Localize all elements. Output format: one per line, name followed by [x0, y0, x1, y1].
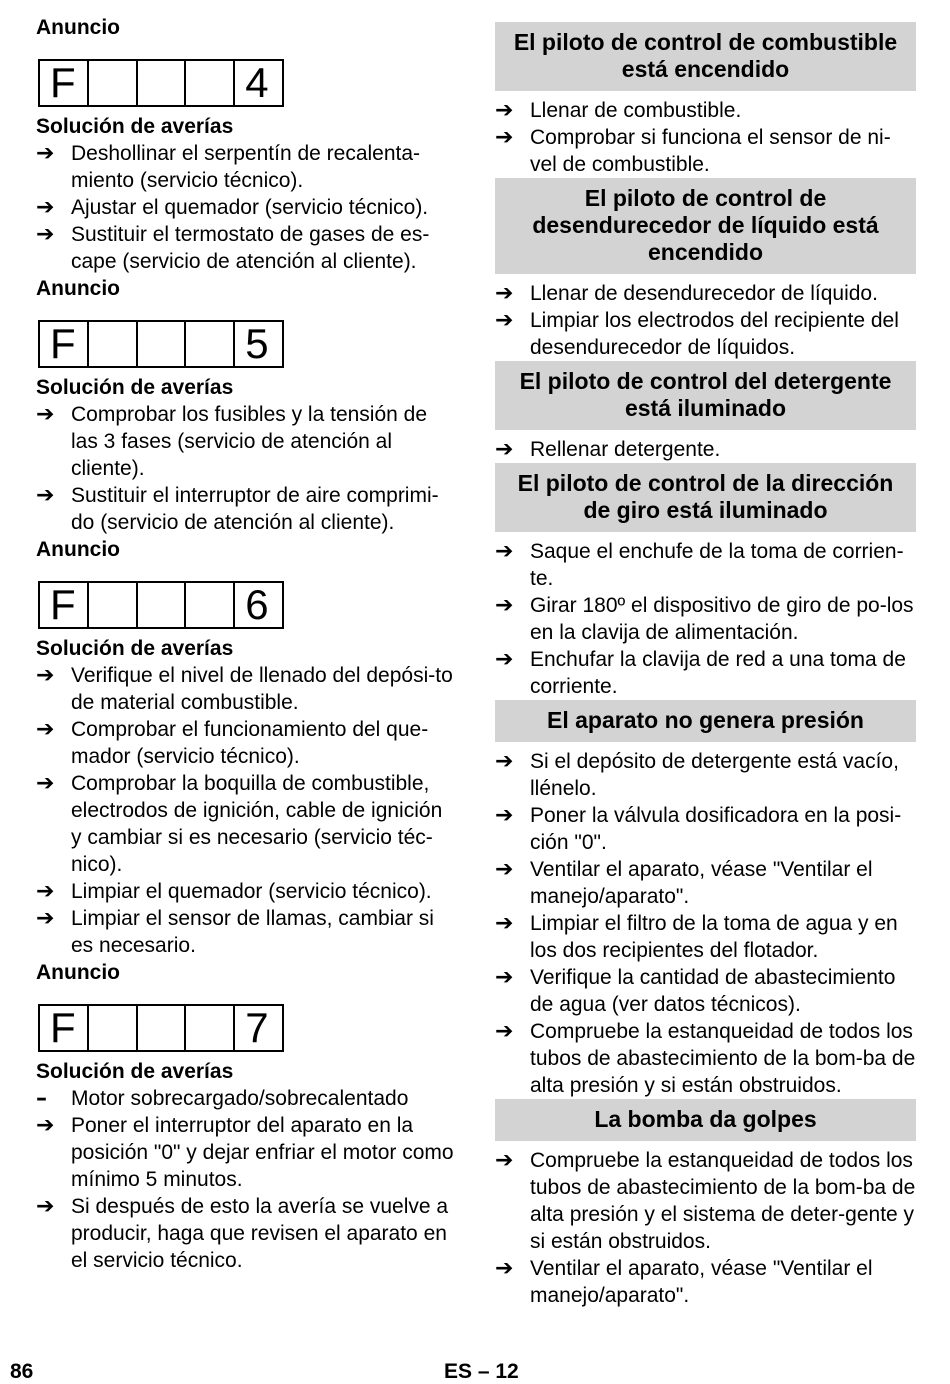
arrow-icon: ➔ [36, 717, 55, 742]
step-text: Comprobar si funciona el sensor de ni-vel de combustible. [530, 126, 891, 176]
step-text: Poner la válvula dosificadora en la posi-ción "0". [530, 804, 902, 854]
arrow-icon: ➔ [495, 647, 514, 672]
arrow-icon: ➔ [36, 402, 55, 427]
issue-section [495, 361, 916, 463]
step-text: Sustituir el termostato de gases de es-cape (servicio de atención al cliente). [71, 223, 430, 273]
list-item [36, 662, 456, 716]
solution-label: Solución de averías [36, 115, 234, 138]
step-text: Comprobar la boquilla de combustible, electrodos de ignición, cable de ignición y cambiar si es necesario (servicio téc-nico). [71, 772, 443, 876]
step-text: Enchufar la clavija de red a una toma de corriente. [530, 648, 906, 698]
step-text: Ajustar el quemador (servicio técnico). [71, 196, 429, 219]
solution-label: Solución de averías [36, 637, 234, 660]
list-item [36, 194, 456, 221]
step-text: Rellenar detergente. [530, 438, 721, 461]
fault-section [36, 536, 456, 959]
arrow-icon: ➔ [36, 1113, 55, 1138]
list-item [495, 964, 916, 1018]
step-text: Llenar de desendurecedor de líquido. [530, 282, 878, 305]
list-item [495, 1147, 916, 1255]
arrow-icon: ➔ [495, 437, 514, 462]
arrow-icon: ➔ [495, 1148, 514, 1173]
solution-label: Solución de averías [36, 376, 234, 399]
code-cell [89, 1006, 138, 1050]
code-cell [186, 583, 235, 627]
list-item [495, 280, 916, 307]
step-text: Ventilar el aparato, véase "Ventilar el manejo/aparato". [530, 858, 873, 908]
code-cell: 7 [245, 1004, 269, 1051]
fault-code-display [38, 59, 284, 107]
step-text: Poner el interruptor del aparato en la posición "0" y dejar enfriar el motor como mínimo 5 minutos. [71, 1114, 454, 1191]
step-text: Compruebe la estanqueidad de todos los tubos de abastecimiento de la bom-ba de alta presión y si están obstruidos. [530, 1020, 916, 1097]
step-text: Si después de esto la avería se vuelve a producir, haga que revisen el aparato en el servicio técnico. [71, 1195, 449, 1272]
code-cell [89, 322, 138, 366]
step-list [36, 401, 456, 536]
list-item [36, 1085, 456, 1112]
page-number: 86 [10, 1360, 34, 1383]
language-page-indicator: ES – 12 [444, 1360, 519, 1383]
arrow-icon: ➔ [36, 879, 55, 904]
step-text: Comprobar los fusibles y la tensión de las 3 fases (servicio de atención al cliente). [71, 403, 428, 480]
list-item [36, 482, 456, 536]
section-heading: La bomba da golpes [495, 1099, 916, 1141]
display-label: Anuncio [36, 961, 120, 984]
code-cell: 4 [245, 59, 269, 106]
arrow-icon: ➔ [495, 965, 514, 990]
step-list [495, 280, 916, 361]
list-item [36, 1193, 456, 1274]
arrow-icon: ➔ [495, 749, 514, 774]
list-item [36, 401, 456, 482]
arrow-icon: ➔ [36, 906, 55, 931]
arrow-icon: ➔ [495, 857, 514, 882]
arrow-icon: ➔ [495, 803, 514, 828]
code-cell: F [40, 61, 89, 105]
arrow-icon: ➔ [36, 141, 55, 166]
code-cell: 6 [245, 581, 269, 628]
step-text: Limpiar los electrodos del recipiente del desendurecedor de líquidos. [530, 309, 899, 359]
code-cell [89, 583, 138, 627]
fault-code-display [38, 581, 284, 629]
arrow-icon: ➔ [495, 539, 514, 564]
step-text: Si el depósito de detergente está vacío, llénelo. [530, 750, 899, 800]
right-column [495, 22, 916, 1309]
issue-section [495, 22, 916, 178]
code-cell: F [40, 583, 89, 627]
fault-section [36, 275, 456, 536]
step-list [36, 140, 456, 275]
step-text: Verifique el nivel de llenado del depósi-to de material combustible. [71, 664, 453, 714]
step-text: Llenar de combustible. [530, 99, 742, 122]
code-cell: F [40, 322, 89, 366]
display-label: Anuncio [36, 538, 120, 561]
issue-section [495, 700, 916, 1099]
step-text: Limpiar el filtro de la toma de agua y en los dos recipientes del flotador. [530, 912, 898, 962]
section-heading: El piloto de control de combustible está encendido [495, 22, 916, 91]
step-list [495, 1147, 916, 1309]
step-list [36, 1085, 456, 1274]
arrow-icon: ➔ [495, 1019, 514, 1044]
section-heading: El piloto de control de desendurecedor de líquido está encendido [495, 178, 916, 274]
section-heading: El piloto de control del detergente está iluminado [495, 361, 916, 430]
display-label: Anuncio [36, 16, 120, 39]
step-list [495, 436, 916, 463]
list-item [36, 770, 456, 878]
list-item [36, 221, 456, 275]
fault-section [36, 14, 456, 275]
list-item [36, 905, 456, 959]
step-list [36, 662, 456, 959]
code-cell: F [40, 1006, 89, 1050]
list-item [495, 307, 916, 361]
step-list [495, 97, 916, 178]
step-text: Sustituir el interruptor de aire comprimi-do (servicio de atención al cliente). [71, 484, 439, 534]
step-text: Saque el enchufe de la toma de corrien-te. [530, 540, 904, 590]
step-text: Motor sobrecargado/sobrecalentado [71, 1087, 409, 1110]
code-cell [186, 322, 235, 366]
list-item [495, 124, 916, 178]
arrow-icon: ➔ [36, 663, 55, 688]
arrow-icon: ➔ [36, 222, 55, 247]
solution-label: Solución de averías [36, 1060, 234, 1083]
arrow-icon: ➔ [36, 771, 55, 796]
step-text: Limpiar el quemador (servicio técnico). [71, 880, 432, 903]
list-item [36, 140, 456, 194]
dash-icon: – [36, 1086, 47, 1111]
arrow-icon: ➔ [36, 1194, 55, 1219]
list-item [495, 1255, 916, 1309]
arrow-icon: ➔ [495, 308, 514, 333]
list-item [495, 592, 916, 646]
arrow-icon: ➔ [36, 195, 55, 220]
arrow-icon: ➔ [495, 1256, 514, 1281]
list-item [495, 802, 916, 856]
left-column [36, 14, 456, 1274]
list-item [36, 716, 456, 770]
list-item [495, 646, 916, 700]
arrow-icon: ➔ [495, 593, 514, 618]
code-cell [186, 61, 235, 105]
step-list [495, 538, 916, 700]
code-cell: 5 [245, 320, 269, 367]
step-text: Comprobar el funcionamiento del que-mador (servicio técnico). [71, 718, 429, 768]
step-text: Verifique la cantidad de abastecimiento de agua (ver datos técnicos). [530, 966, 896, 1016]
list-item [495, 436, 916, 463]
list-item [36, 878, 456, 905]
step-text: Limpiar el sensor de llamas, cambiar si es necesario. [71, 907, 434, 957]
fault-code-display [38, 320, 284, 368]
section-heading: El piloto de control de la dirección de giro está iluminado [495, 463, 916, 532]
list-item [495, 856, 916, 910]
list-item [36, 1112, 456, 1193]
list-item [495, 538, 916, 592]
step-text: Deshollinar el serpentín de recalenta-miento (servicio técnico). [71, 142, 421, 192]
issue-section [495, 463, 916, 700]
step-text: Ventilar el aparato, véase "Ventilar el manejo/aparato". [530, 1257, 873, 1307]
section-heading: El aparato no genera presión [495, 700, 916, 742]
fault-code-display [38, 1004, 284, 1052]
step-list [495, 748, 916, 1099]
code-cell [138, 61, 187, 105]
list-item [495, 748, 916, 802]
issue-section [495, 1099, 916, 1309]
code-cell [138, 322, 187, 366]
step-text: Girar 180º el dispositivo de giro de po-los en la clavija de alimentación. [530, 594, 914, 644]
list-item [495, 1018, 916, 1099]
step-text: Compruebe la estanqueidad de todos los tubos de abastecimiento de la bom-ba de alta presión y el sistema de deter-gente y si están obstruidos. [530, 1149, 916, 1253]
arrow-icon: ➔ [495, 911, 514, 936]
list-item [495, 97, 916, 124]
arrow-icon: ➔ [495, 281, 514, 306]
arrow-icon: ➔ [495, 125, 514, 150]
display-label: Anuncio [36, 277, 120, 300]
fault-section [36, 959, 456, 1274]
code-cell [138, 1006, 187, 1050]
arrow-icon: ➔ [495, 98, 514, 123]
arrow-icon: ➔ [36, 483, 55, 508]
code-cell [89, 61, 138, 105]
issue-section [495, 178, 916, 361]
list-item [495, 910, 916, 964]
code-cell [186, 1006, 235, 1050]
code-cell [138, 583, 187, 627]
